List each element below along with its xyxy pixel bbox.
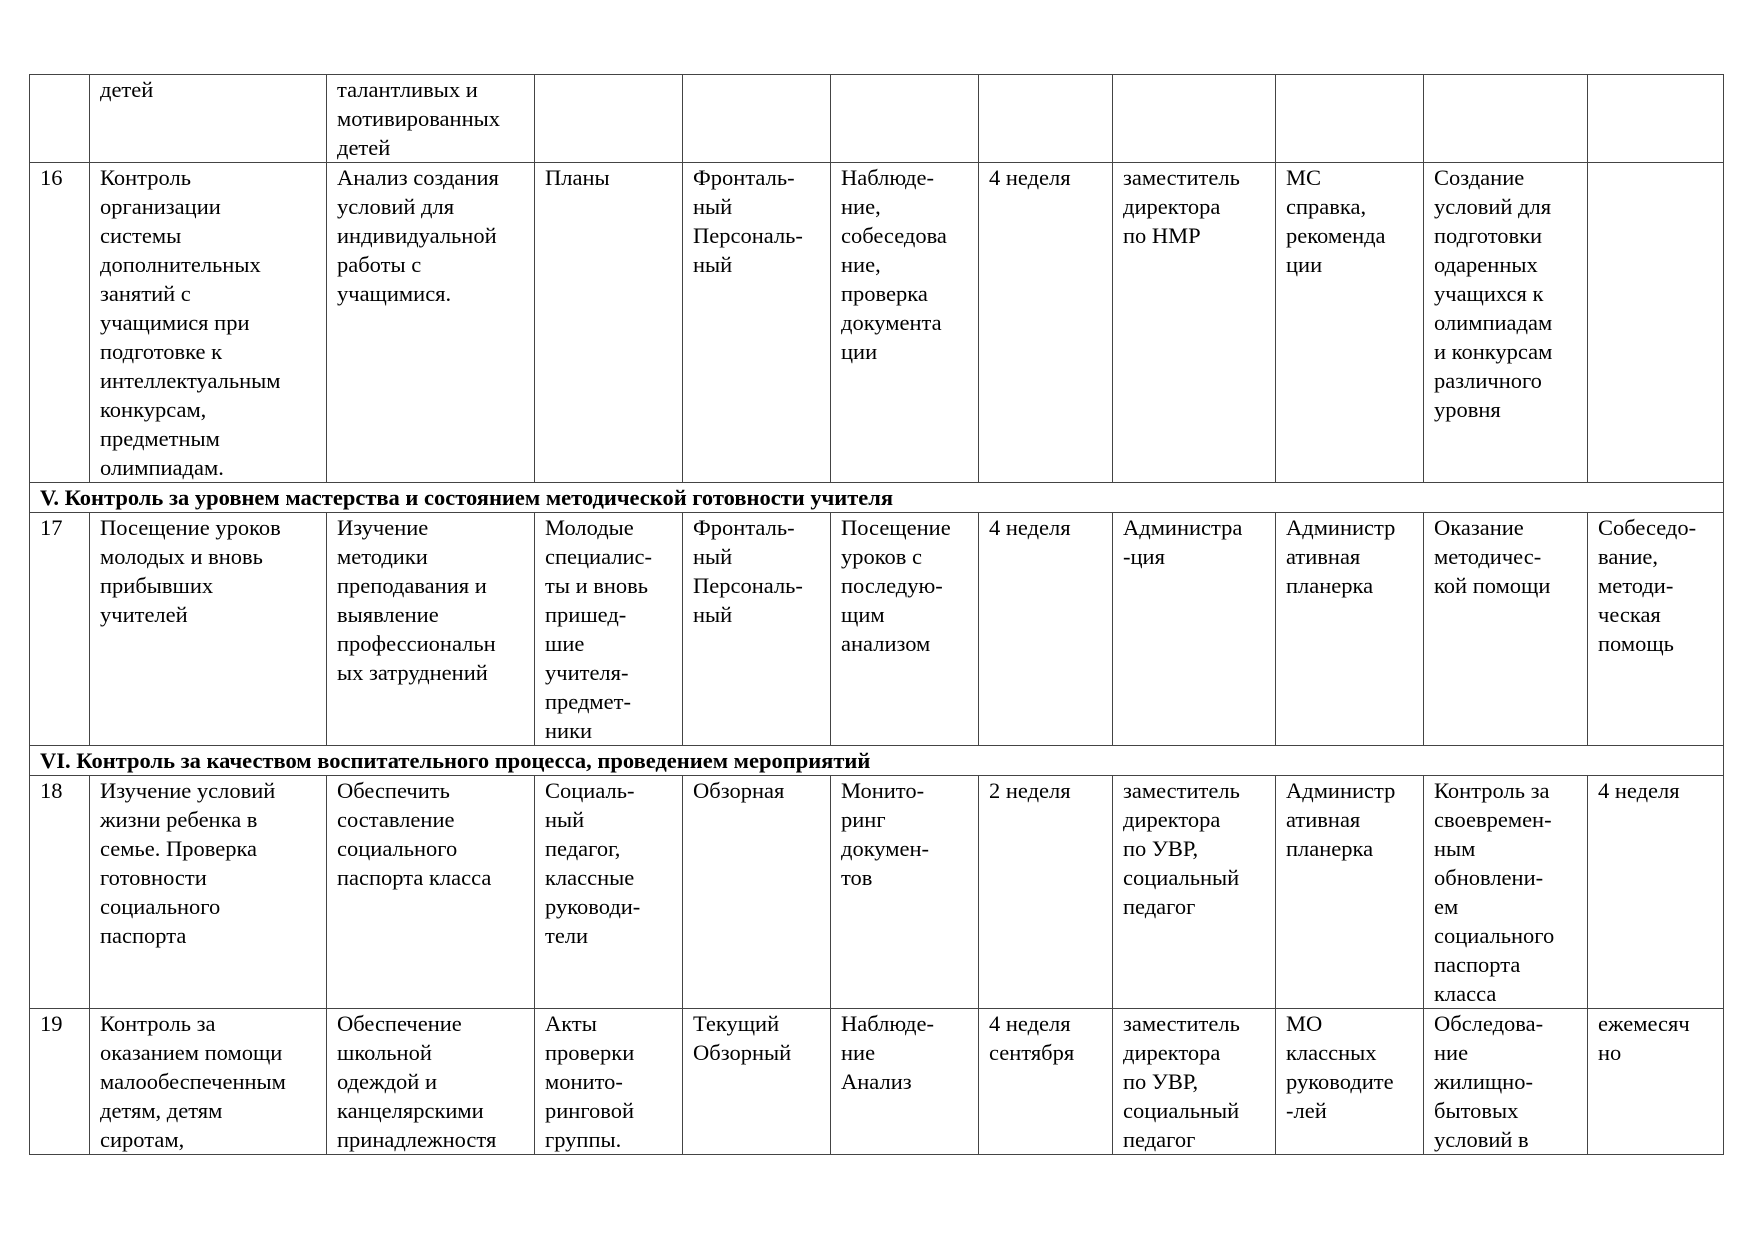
cell-period: 2 неделя [979,776,1113,1009]
cell-decision [1424,75,1588,163]
cell-goal: Изучение методики преподавания и выявление профессиональн ых затруднений [327,513,535,746]
cell-responsible: Администра -ция [1113,513,1276,746]
cell-type: Текущий Обзорный [683,1009,831,1155]
cell-decision: Контроль за своевремен- ным обновлени- ем социального паспорта класса [1424,776,1588,1009]
cell-method: Наблюде- ние Анализ [831,1009,979,1155]
cell-subject: детей [90,75,327,163]
cell-method: Монито- ринг докумен- тов [831,776,979,1009]
cell-responsible [1113,75,1276,163]
cell-followup [1588,75,1724,163]
cell-object [535,75,683,163]
cell-period [979,75,1113,163]
cell-followup: 4 неделя [1588,776,1724,1009]
cell-number [30,75,90,163]
table-row [30,513,1724,746]
cell-responsible: заместитель директора по УВР, социальный педагог [1113,1009,1276,1155]
cell-period: 4 неделя сентября [979,1009,1113,1155]
cell-goal: Анализ создания условий для индивидуальной работы с учащимися. [327,163,535,483]
table-row [30,163,1724,483]
cell-followup [1588,163,1724,483]
cell-goal: Обеспечение школьной одеждой и канцелярскими принадлежностя [327,1009,535,1155]
cell-responsible: заместитель директора по НМР [1113,163,1276,483]
cell-subject: Контроль организации системы дополнительных занятий с учащимися при подготовке к интеллектуальным конкурсам, предметным олимпиадам. [90,163,327,483]
cell-method [831,75,979,163]
section-title: V. Контроль за уровнем мастерства и состоянием методической готовности учителя [30,483,1724,513]
section-title: VI. Контроль за качеством воспитательного процесса, проведением мероприятий [30,746,1724,776]
cell-object: Социаль- ный педагог, классные руководи- тели [535,776,683,1009]
cell-type: Фронталь- ный Персональ- ный [683,513,831,746]
cell-followup: Собеседо- вание, методи- ческая помощь [1588,513,1724,746]
cell-decision: Обследова- ние жилищно- бытовых условий в [1424,1009,1588,1155]
cell-result: МС справка, рекоменда ции [1276,163,1424,483]
cell-object: Молодые специалис- ты и вновь пришед- шие учителя- предмет- ники [535,513,683,746]
cell-result: Администр ативная планерка [1276,513,1424,746]
cell-responsible: заместитель директора по УВР, социальный педагог [1113,776,1276,1009]
cell-object: Планы [535,163,683,483]
cell-period: 4 неделя [979,513,1113,746]
cell-number: 18 [30,776,90,1009]
cell-followup: ежемесяч но [1588,1009,1724,1155]
cell-result: МО классных руководите -лей [1276,1009,1424,1155]
cell-method: Посещение уроков с последую- щим анализом [831,513,979,746]
cell-number: 19 [30,1009,90,1155]
cell-type: Фронталь- ный Персональ- ный [683,163,831,483]
cell-number: 17 [30,513,90,746]
table-row [30,1009,1724,1155]
cell-object: Акты проверки монито- ринговой группы. [535,1009,683,1155]
cell-method: Наблюде- ние, собеседова ние, проверка документа ции [831,163,979,483]
cell-subject: Посещение уроков молодых и вновь прибывших учителей [90,513,327,746]
cell-decision: Создание условий для подготовки одаренных учащихся к олимпиадам и конкурсам различного уровня [1424,163,1588,483]
cell-number: 16 [30,163,90,483]
cell-subject: Контроль за оказанием помощи малообеспеченным детям, детям сиротам, [90,1009,327,1155]
cell-result [1276,75,1424,163]
table-row [30,776,1724,1009]
section-header-row [30,746,1724,776]
cell-decision: Оказание методичес- кой помощи [1424,513,1588,746]
cell-goal: талантливых и мотивированных детей [327,75,535,163]
cell-goal: Обеспечить составление социального паспорта класса [327,776,535,1009]
cell-subject: Изучение условий жизни ребенка в семье. Проверка готовности социального паспорта [90,776,327,1009]
section-header-row [30,483,1724,513]
cell-type [683,75,831,163]
table-row [30,75,1724,163]
cell-type: Обзорная [683,776,831,1009]
control-plan-table [29,74,1724,1155]
cell-result: Администр ативная планерка [1276,776,1424,1009]
cell-period: 4 неделя [979,163,1113,483]
